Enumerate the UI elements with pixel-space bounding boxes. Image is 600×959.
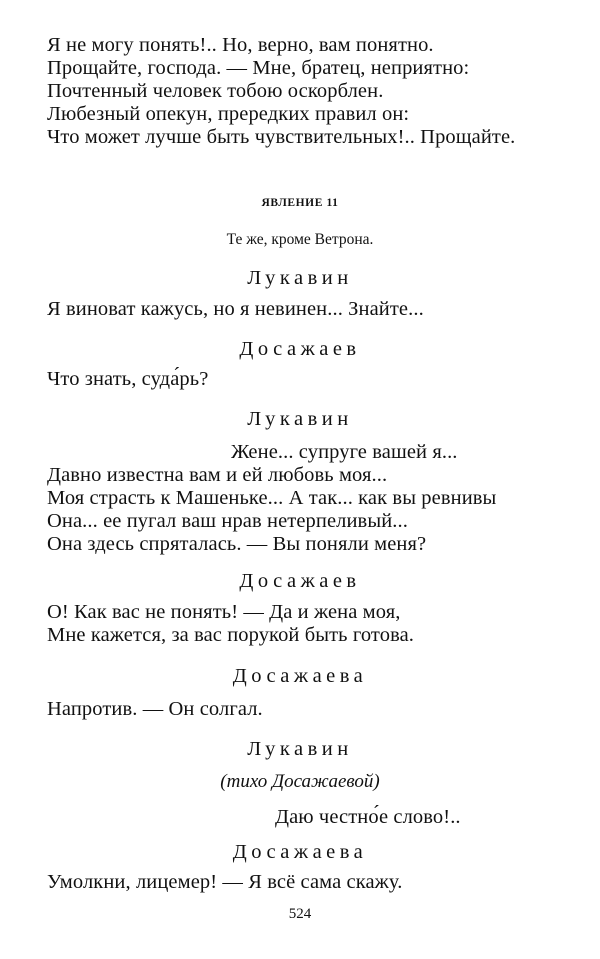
verse-line: Я виноват кажусь, но я невинен... Знайте... <box>47 298 424 320</box>
verse-line: Даю честно́е слово!.. <box>275 806 461 828</box>
stage-direction: (тихо Досажаевой) <box>220 771 380 792</box>
verse-line: Что может лучше быть чувствительных!.. Прощайте. <box>47 126 516 148</box>
stage-direction: Те же, кроме Ветрона. <box>226 231 374 248</box>
verse-line: Что знать, суда́рь? <box>47 368 209 390</box>
speaker-name: Досажаев <box>239 338 361 360</box>
verse-line: О! Как вас не понять! — Да и жена моя, <box>47 601 401 623</box>
verse-line: Моя страсть к Машеньке... А так... как вы ревнивы <box>47 487 497 509</box>
verse-line: Любезный опекун, прередких правил он: <box>47 103 410 125</box>
verse-line: Напротив. — Он солгал. <box>47 698 263 720</box>
speaker-name: Лукавин <box>247 267 353 289</box>
speaker-name: Лукавин <box>247 408 353 430</box>
speaker-name: Досажаев <box>239 570 361 592</box>
verse-line: Прощайте, господа. — Мне, братец, неприятно: <box>47 57 470 79</box>
verse-line: Умолкни, лицемер! — Я всё сама скажу. <box>47 871 403 893</box>
verse-line: Я не могу понять!.. Но, верно, вам понятно. <box>47 34 434 56</box>
speaker-name: Досажаева <box>232 665 368 687</box>
speaker-name: Досажаева <box>232 841 368 863</box>
verse-line: Она... ее пугал ваш нрав нетерпеливый... <box>47 510 408 532</box>
speaker-name: Лукавин <box>247 738 353 760</box>
verse-line: Жене... супруге вашей я... <box>231 441 458 463</box>
verse-line: Давно известна вам и ей любовь моя... <box>47 464 388 486</box>
verse-line: Мне кажется, за вас порукой быть готова. <box>47 624 415 646</box>
scene-heading: ЯВЛЕНИЕ 11 <box>261 197 339 209</box>
verse-line: Она здесь спряталась. — Вы поняли меня? <box>47 533 427 555</box>
verse-line: Почтенный человек тобою оскорблен. <box>47 80 384 102</box>
page-number: 524 <box>288 906 312 922</box>
